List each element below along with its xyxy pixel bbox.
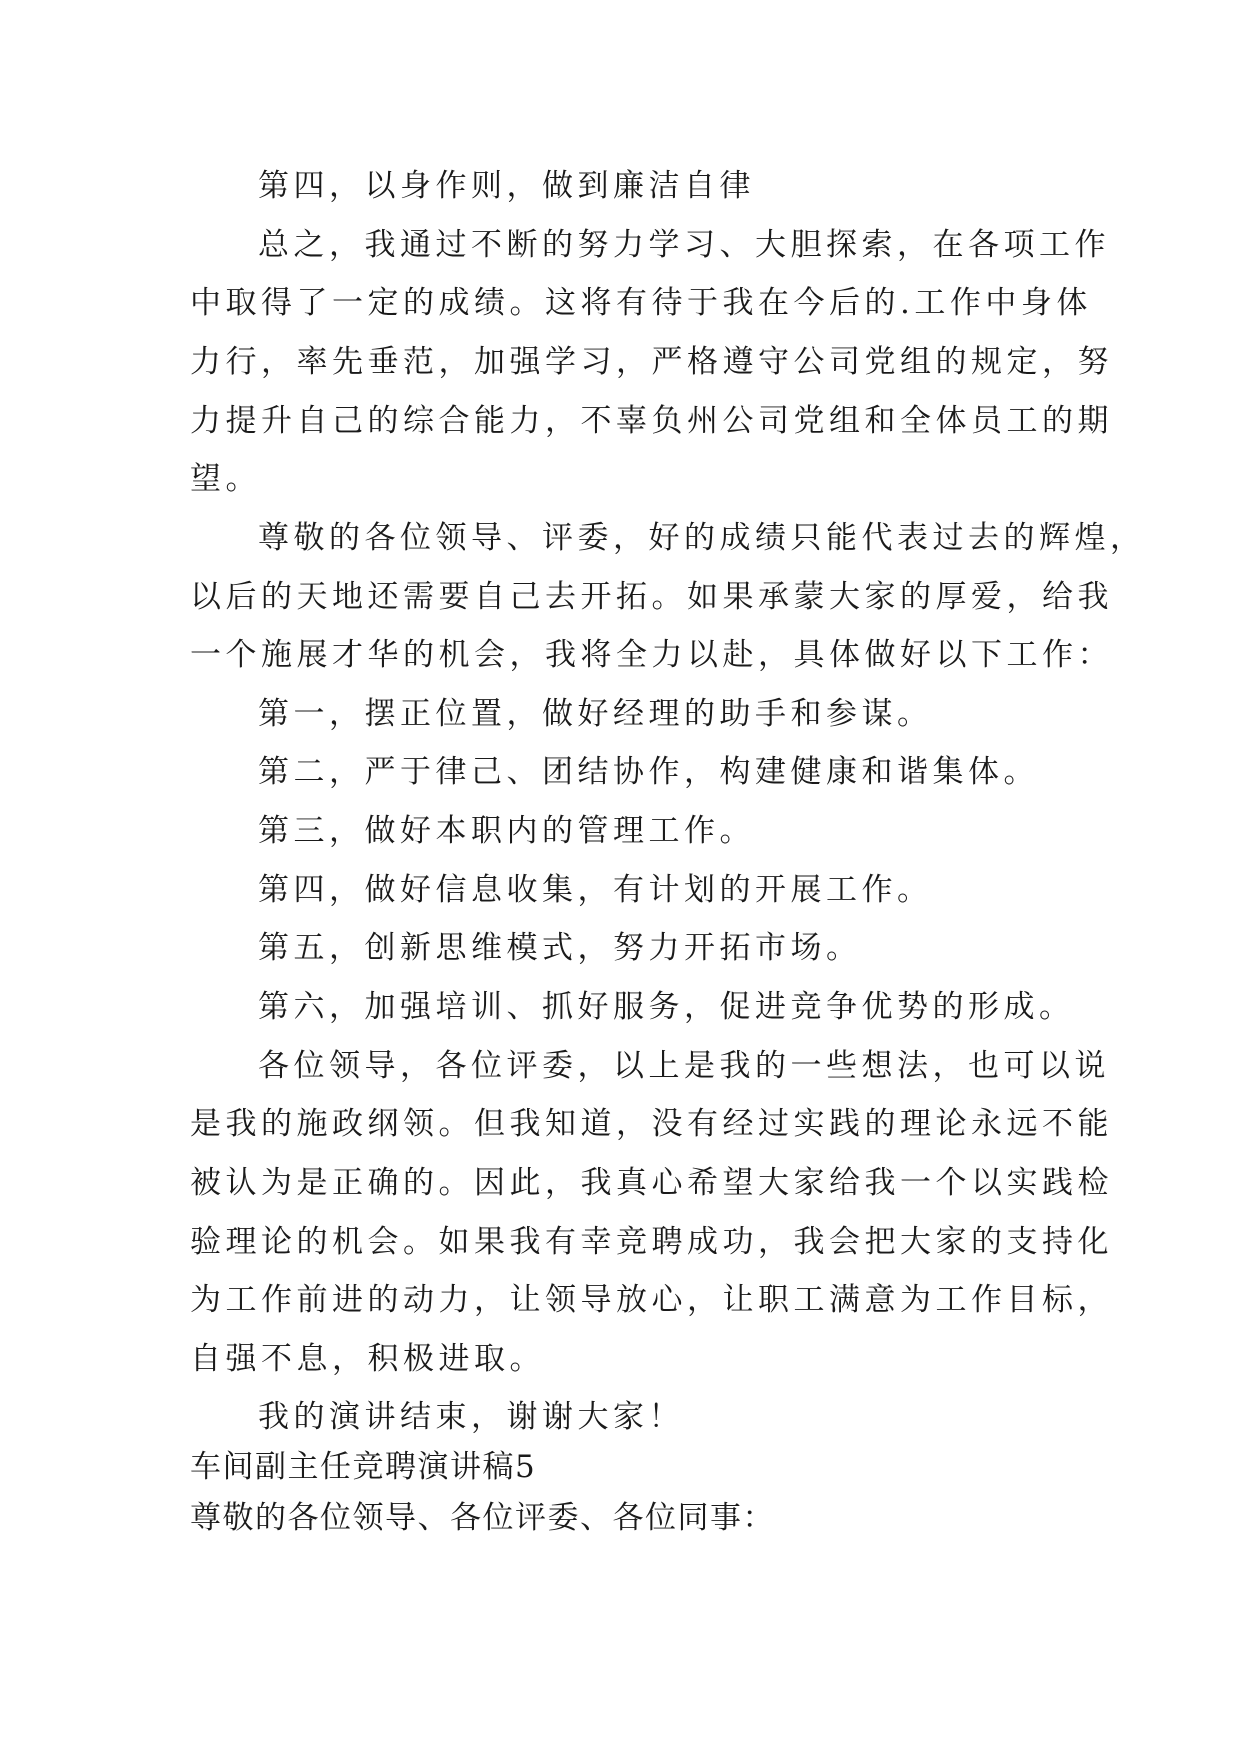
section-title: 车间副主任竞聘演讲稿5	[190, 1449, 537, 1485]
paragraph-line: 以后的天地还需要自己去开拓。如果承蒙大家的厚爱，给我	[190, 579, 1113, 615]
salutation: 尊敬的各位领导、各位评委、各位同事：	[190, 1500, 775, 1536]
paragraph-line: 为工作前进的动力，让领导放心，让职工满意为工作目标，	[190, 1282, 1113, 1318]
paragraph-line: 第六，加强培训、抓好服务，促进竞争优势的形成。	[258, 989, 1075, 1025]
paragraph-line: 第二，严于律己、团结协作，构建健康和谐集体。	[258, 754, 1039, 790]
paragraph-line: 一个施展才华的机会，我将全力以赴，具体做好以下工作：	[190, 637, 1113, 673]
paragraph-line: 自强不息，积极进取。	[190, 1341, 545, 1377]
paragraph-line: 是我的施政纲领。但我知道，没有经过实践的理论永远不能	[190, 1106, 1113, 1142]
paragraph-line: 各位领导，各位评委，以上是我的一些想法，也可以说	[258, 1048, 1110, 1084]
paragraph-line: 尊敬的各位领导、评委，好的成绩只能代表过去的辉煌，	[258, 520, 1146, 556]
paragraph-line: 验理论的机会。如果我有幸竞聘成功，我会把大家的支持化	[190, 1224, 1113, 1260]
paragraph-line: 力提升自己的综合能力，不辜负州公司党组和全体员工的期	[190, 403, 1113, 439]
paragraph-line: 我的演讲结束，谢谢大家！	[258, 1399, 684, 1435]
paragraph-line: 第三，做好本职内的管理工作。	[258, 813, 755, 849]
paragraph-line: 总之，我通过不断的努力学习、大胆探索，在各项工作	[258, 227, 1110, 263]
paragraph-line: 被认为是正确的。因此，我真心希望大家给我一个以实践检	[190, 1165, 1113, 1201]
paragraph-line: 望。	[190, 461, 261, 497]
paragraph-line: 力行，率先垂范，加强学习，严格遵守公司党组的规定，努	[190, 344, 1113, 380]
paragraph-line: 第四，做好信息收集，有计划的开展工作。	[258, 872, 933, 908]
paragraph-line: 中取得了一定的成绩。这将有待于我在今后的.工作中身体	[190, 285, 1092, 321]
paragraph-line: 第五，创新思维模式，努力开拓市场。	[258, 930, 862, 966]
paragraph-line: 第四，以身作则，做到廉洁自律	[258, 168, 755, 204]
paragraph-line: 第一，摆正位置，做好经理的助手和参谋。	[258, 696, 933, 732]
